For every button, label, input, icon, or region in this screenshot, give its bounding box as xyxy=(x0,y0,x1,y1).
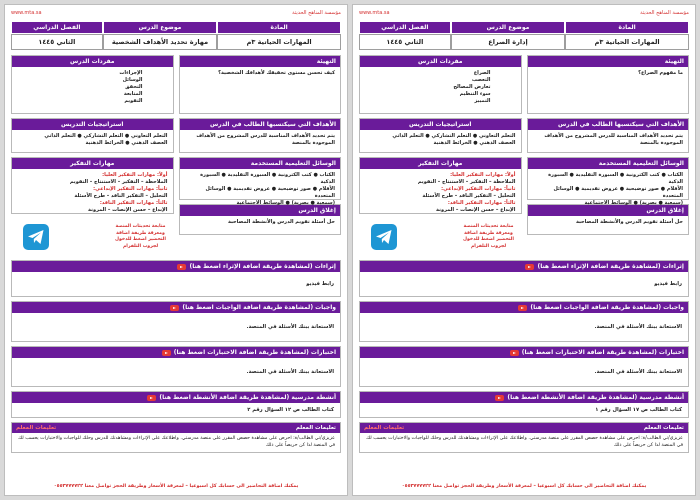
activity-header[interactable] xyxy=(360,392,688,403)
lesson-label: موضوع الدرس xyxy=(103,21,218,34)
activity-section xyxy=(359,391,689,418)
intro-title: التهيئة xyxy=(180,56,341,67)
strategy-line: العصف الذهني ● الخرائط الذهنية xyxy=(85,140,168,146)
tests-section xyxy=(11,346,341,387)
thinking-line: ثانياً: مهارات التفكير الإبداعي: xyxy=(93,186,168,192)
vocab-list xyxy=(360,67,521,113)
thinking-line: ثانياً: مهارات التفكير الإبداعي: xyxy=(441,186,516,192)
vocab-box xyxy=(11,55,174,114)
thinking-body xyxy=(360,169,521,213)
notes-line: واطلاعك على الإثراءات ومشاهدتك للدرس وحلك للواجبات والاختبارات يحسب لك في المنصة لذا كن حريصاً على ذلك xyxy=(18,436,335,448)
subject-label: المادة xyxy=(217,21,341,34)
media-line: (سمعية ● بصرية) ● الوسائط الاجتماعية xyxy=(584,200,683,206)
notes-body xyxy=(360,433,688,452)
vocab-item: المتابعة xyxy=(123,91,143,97)
homework-section xyxy=(11,301,341,342)
strategy-line: التعلم التعاوني ● التعلم التشاركي ● التعلم الذاتي xyxy=(392,133,516,139)
youtube-icon[interactable] xyxy=(177,264,186,270)
thinking-line: أولاً: مهارات التفكير العليا: xyxy=(450,172,516,178)
telegram-line: متابعة تحديثات المنصة xyxy=(115,224,166,229)
closing-title: إغلاق الدرس xyxy=(180,205,341,216)
lesson-header-table xyxy=(11,21,341,50)
strategy-line: التعلم التعاوني ● التعلم التشاركي ● التعلم الذاتي xyxy=(44,133,168,139)
activity-title: أنشطة مدرسية (لمشاهدة طريقة اضافة الأنشطة اضغط هنا) xyxy=(159,394,336,401)
vocab-item: الإجراءات xyxy=(119,70,143,76)
thinking-line: ثالثاً: مهارات التفكير الناقد: xyxy=(99,200,168,206)
activity-section xyxy=(11,391,341,418)
activity-title: أنشطة مدرسية (لمشاهدة طريقة اضافة الأنشطة اضغط هنا) xyxy=(507,394,684,401)
media-title: الوسائل التعليمية المستخدمة xyxy=(180,158,341,169)
lesson-page-2 xyxy=(4,4,348,496)
tests-header[interactable] xyxy=(360,347,688,358)
homework-title: واجبات (لمشاهدة طريقة اضافة الواجبات اضغط هنا) xyxy=(530,304,684,311)
enrich-title: إثراءات (لمشاهدة طريقة اضافة الإثراء اضغط هنا) xyxy=(189,263,336,270)
closing-box xyxy=(179,204,342,235)
strategies-body xyxy=(360,130,521,152)
vocab-item: تعارض المصالح xyxy=(453,84,491,90)
goals-box xyxy=(527,118,690,153)
enrich-title: إثراءات (لمشاهدة طريقة اضافة الإثراء اضغط هنا) xyxy=(537,263,684,270)
vocab-list xyxy=(12,67,173,113)
right-column xyxy=(179,55,342,256)
lesson-label: موضوع الدرس xyxy=(451,21,566,34)
notes-body xyxy=(12,433,340,452)
telegram-line: ومعرفة طريقة اضافة التحضير xyxy=(116,230,166,242)
site-link[interactable]: www.mta.sa xyxy=(359,10,390,16)
intro-box xyxy=(527,55,690,114)
media-line: الأقلام ● صور توضيحية ● عروض تقديمية ● الوسائل المتعددة xyxy=(205,186,335,199)
closing-text: حل أسئلة تقويم الدرس والأنشطة المصاحبة xyxy=(227,219,335,225)
intro-body xyxy=(180,67,341,113)
lesson-value: إدارة الصراع xyxy=(451,34,566,50)
vocab-item: التعصب xyxy=(471,77,491,83)
vocab-item: سوء التنظيم xyxy=(459,91,491,97)
telegram-line: متابعة تحديثات المنصة xyxy=(463,224,514,229)
tests-section xyxy=(359,346,689,387)
media-title: الوسائل التعليمية المستخدمة xyxy=(528,158,689,169)
notes-line: عزيزي/تي الطالب/ة: احرص على مشاهدة حصص المقرر على منصة مدرستي. xyxy=(180,436,335,441)
lesson-grid xyxy=(11,55,341,256)
term-label: الفصل الدراسي xyxy=(359,21,451,34)
page-top-line xyxy=(359,9,689,17)
goals-title: الأهداف التي سيكتسبها الطالب في الدرس xyxy=(180,119,341,130)
goals-box xyxy=(179,118,342,153)
media-line: (سمعية ● بصرية) ● الوسائط الاجتماعية xyxy=(236,200,335,206)
subject-value: المهارات الحياتية ٣م xyxy=(217,34,341,50)
activity-text: كتاب الطالب ص ١٢ السؤال رقم ٢ xyxy=(247,407,334,413)
media-box xyxy=(527,157,690,206)
enrich-section xyxy=(359,260,689,297)
thinking-line: أولاً: مهارات التفكير العليا: xyxy=(102,172,168,178)
right-column xyxy=(527,55,690,256)
homework-header[interactable] xyxy=(12,302,340,313)
intro-title: التهيئة xyxy=(528,56,689,67)
goals-title: الأهداف التي سيكتسبها الطالب في الدرس xyxy=(528,119,689,130)
telegram-promo[interactable] xyxy=(359,218,522,256)
telegram-text xyxy=(112,224,170,250)
thinking-line: الإبداع – حسن الإنصات – المرونة xyxy=(88,207,168,213)
media-body xyxy=(180,169,341,206)
thinking-body xyxy=(12,169,173,213)
media-body xyxy=(528,169,689,206)
page-footer: يمكنك اضافة التحاضير الى حسابك كل اسبوعيا – لمعرفة الأسعار وطريقة الحجز تواصل معنا ٠٥٥٣٧٧٧٧٢٢ xyxy=(401,484,647,489)
thinking-line: التحليل – التفكير الناقد – طرح الأسئلة xyxy=(74,193,168,199)
media-line: الكتاب ● كتب الكترونية ● السبورة التقليدية ● السبورة الذكية xyxy=(548,172,683,185)
tests-title: اختبارات (لمشاهدة طريقة اضافة الاختبارات اضغط هنا) xyxy=(521,349,684,356)
vocab-item: التقويم xyxy=(124,98,143,104)
telegram-promo[interactable] xyxy=(11,218,174,256)
subject-value: المهارات الحياتية ٣م xyxy=(565,34,689,50)
thinking-title: مهارات التفكير xyxy=(12,158,173,169)
media-box xyxy=(179,157,342,206)
strategies-box xyxy=(11,118,174,153)
intro-text: كيف تحسن مستوى تحقيقك لأهدافك الشخصية؟ xyxy=(218,70,335,76)
goals-text: يتم تحديد الأهداف المناسبة للدرس المشروح من الأهداف الموجودة بالمنصة xyxy=(196,133,335,146)
notes-label: تعليمات المعلم xyxy=(364,425,405,431)
strategies-body xyxy=(12,130,173,152)
youtube-icon[interactable] xyxy=(147,395,156,401)
enrich-text: رابط فيديو xyxy=(306,281,334,287)
subject-label: المادة xyxy=(565,21,689,34)
youtube-icon[interactable] xyxy=(170,305,179,311)
closing-box xyxy=(527,204,690,235)
closing-text: حل أسئلة تقويم الدرس والأنشطة المصاحبة xyxy=(575,219,683,225)
site-link[interactable]: www.mta.sa xyxy=(11,10,42,16)
telegram-line: اضغط للدخول لجروب التلقرام xyxy=(115,237,159,249)
vocab-item: الوسائل xyxy=(122,77,143,83)
vocab-title: مفردات الدرس xyxy=(360,56,521,67)
thinking-line: التحليل – التفكير الناقد – طرح الأسئلة xyxy=(422,193,516,199)
term-label: الفصل الدراسي xyxy=(11,21,103,34)
lesson-grid xyxy=(359,55,689,256)
youtube-icon[interactable] xyxy=(518,305,527,311)
lesson-page-1 xyxy=(352,4,696,496)
term-value: الثاني ١٤٤٥ xyxy=(359,34,451,50)
homework-header[interactable] xyxy=(360,302,688,313)
notes-bar xyxy=(360,423,688,433)
tests-title: اختبارات (لمشاهدة طريقة اضافة الاختبارات اضغط هنا) xyxy=(173,349,336,356)
institute-name: مؤسسة المناهج الحديثة xyxy=(640,10,689,16)
notes-bar xyxy=(12,423,340,433)
youtube-icon[interactable] xyxy=(510,350,519,356)
left-column xyxy=(11,55,174,256)
vocab-box xyxy=(359,55,522,114)
vocab-item: الصراع xyxy=(473,70,491,76)
thinking-box xyxy=(359,157,522,214)
goals-text: يتم تحديد الأهداف المناسبة للدرس المشروح من الأهداف الموجودة بالمنصة xyxy=(544,133,683,146)
thinking-line: ثالثاً: مهارات التفكير الناقد: xyxy=(447,200,516,206)
vocab-item: التحقق xyxy=(125,84,143,90)
tests-text: الاستعانة ببنك الأسئلة في المنصة. xyxy=(246,369,334,375)
notes-section xyxy=(11,422,341,453)
closing-title: إغلاق الدرس xyxy=(528,205,689,216)
left-column xyxy=(359,55,522,256)
notes-line: واطلاعك على الإثراءات ومشاهدتك للدرس وحلك للواجبات والاختبارات يحسب لك في المنصة لذا كن حريصاً على ذلك xyxy=(366,436,683,448)
enrich-header[interactable] xyxy=(12,261,340,272)
telegram-line: ومعرفة طريقة اضافة التحضير xyxy=(464,230,514,242)
notes-title: تعليمات المعلم xyxy=(643,425,684,431)
thinking-title: مهارات التفكير xyxy=(360,158,521,169)
vocab-title: مفردات الدرس xyxy=(12,56,173,67)
telegram-line: اضغط للدخول لجروب التلقرام xyxy=(463,237,507,249)
page-footer: يمكنك اضافة التحاضير الى حسابك كل اسبوعيا – لمعرفة الأسعار وطريقة الحجز تواصل معنا ٠٥٥٣٧٧٧٧٢٢ xyxy=(53,484,299,489)
intro-text: ما مفهوم الصراع؟ xyxy=(638,70,683,76)
media-line: الكتاب ● كتب الكترونية ● السبورة التقليدية ● السبورة الذكية xyxy=(200,172,335,185)
term-value: الثاني ١٤٤٥ xyxy=(11,34,103,50)
telegram-icon[interactable] xyxy=(23,224,49,250)
thinking-line: الملاحظة – التفكير – الاستنتاج – التقويم xyxy=(417,179,516,185)
strategies-title: استراتيجيات التدريس xyxy=(12,119,173,130)
telegram-icon[interactable] xyxy=(371,224,397,250)
vocab-item: التمييز xyxy=(474,98,491,104)
youtube-icon[interactable] xyxy=(525,264,534,270)
enrich-section xyxy=(11,260,341,297)
activity-text: كتاب الطالب ص ١٧ السؤال رقم ١ xyxy=(595,407,682,413)
tests-header[interactable] xyxy=(12,347,340,358)
homework-section xyxy=(359,301,689,342)
institute-name: مؤسسة المناهج الحديثة xyxy=(292,10,341,16)
homework-title: واجبات (لمشاهدة طريقة اضافة الواجبات اضغط هنا) xyxy=(182,304,336,311)
strategies-box xyxy=(359,118,522,153)
homework-text: الاستعانة ببنك الأسئلة في المنصة. xyxy=(246,324,334,330)
notes-section xyxy=(359,422,689,453)
activity-header[interactable] xyxy=(12,392,340,403)
youtube-icon[interactable] xyxy=(495,395,504,401)
notes-line: عزيزي/تي الطالب/ة: احرص على مشاهدة حصص المقرر على منصة مدرستي. xyxy=(528,436,683,441)
lesson-value: مهارة تحديد الأهداف الشخصية xyxy=(103,34,218,50)
intro-box xyxy=(179,55,342,114)
homework-text: الاستعانة ببنك الأسئلة في المنصة. xyxy=(594,324,682,330)
thinking-box xyxy=(11,157,174,214)
thinking-line: الإبداع – حسن الإنصات – المرونة xyxy=(436,207,516,213)
telegram-text xyxy=(460,224,518,250)
lesson-header-table xyxy=(359,21,689,50)
youtube-icon[interactable] xyxy=(162,350,171,356)
strategy-line: العصف الذهني ● الخرائط الذهنية xyxy=(433,140,516,146)
notes-label: تعليمات المعلم xyxy=(16,425,57,431)
enrich-text: رابط فيديو xyxy=(654,281,682,287)
tests-text: الاستعانة ببنك الأسئلة في المنصة. xyxy=(594,369,682,375)
page-top-line xyxy=(11,9,341,17)
thinking-line: الملاحظة – التفكير – الاستنتاج – التقويم xyxy=(69,179,168,185)
intro-body xyxy=(528,67,689,113)
media-line: الأقلام ● صور توضيحية ● عروض تقديمية ● الوسائل المتعددة xyxy=(553,186,683,199)
notes-title: تعليمات المعلم xyxy=(295,425,336,431)
enrich-header[interactable] xyxy=(360,261,688,272)
strategies-title: استراتيجيات التدريس xyxy=(360,119,521,130)
